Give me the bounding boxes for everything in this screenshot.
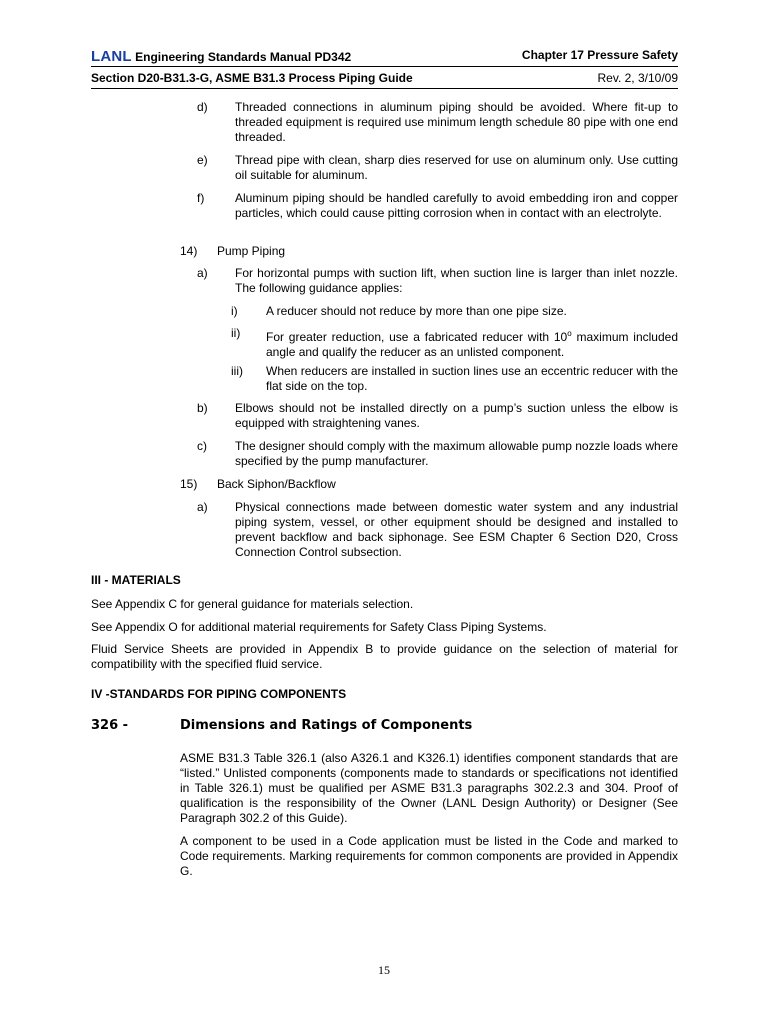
paragraph: See Appendix C for general guidance for materials selection. bbox=[91, 597, 414, 611]
list-item: Threaded connections in aluminum piping should be avoided. Where fit-up to threaded equipment is required use minimum length schedule 80 pipe with one end threaded. bbox=[235, 100, 678, 144]
list-item: Back Siphon/Backflow bbox=[217, 477, 336, 491]
page-number: 15 bbox=[378, 963, 390, 977]
list-item: For greater reduction, use a fabricated reducer with 10$^o$ maximum included angle and qualify the reducer as an unlisted component. bbox=[266, 329, 678, 359]
list-item: When reducers are installed in suction lines use an eccentric reducer with the flat side on the top. bbox=[266, 364, 678, 393]
paragraph: A component to be used in a Code application must be listed in the Code and marked to Code requirements. Marking requirements for common components are provided in Appendix G. bbox=[180, 834, 678, 878]
header-line-2 bbox=[91, 71, 678, 85]
section-title: Section D20-B31.3-G, ASME B31.3 Process Piping Guide bbox=[91, 71, 413, 85]
item-marker: 15) bbox=[180, 477, 198, 491]
lanl-logo: LANL bbox=[91, 48, 132, 65]
list-item: Physical connections made between domestic water system and any industrial piping system, vessel, or other equipment should be designed and installed to prevent backflow and back siphonage. See ESM Chapter 6 Section D20, Cross Connection Control subsection. bbox=[235, 500, 678, 559]
list-item: Thread pipe with clean, sharp dies reserved for use on aluminum only. Use cutting oil suitable for aluminum. bbox=[235, 153, 678, 182]
list-item: A reducer should not reduce by more than one pipe size. bbox=[266, 304, 567, 318]
paragraph: Fluid Service Sheets are provided in Appendix B to provide guidance on the selection of material for compatibility with the specified fluid service. bbox=[91, 642, 678, 671]
item-marker: f) bbox=[197, 191, 205, 205]
item-marker: a) bbox=[197, 500, 208, 514]
list-item: Aluminum piping should be handled carefully to avoid embedding iron and copper particles, which could cause pitting corrosion when in contact with an electrolyte. bbox=[235, 191, 678, 220]
item-marker: 14) bbox=[180, 244, 198, 258]
list-item: Pump Piping bbox=[217, 244, 286, 258]
item-marker: i) bbox=[231, 304, 238, 318]
item-marker: ii) bbox=[231, 326, 241, 340]
header-rule-1 bbox=[91, 66, 678, 67]
list-item: Elbows should not be installed directly on a pump’s suction unless the elbow is equipped with straightening vanes. bbox=[235, 401, 678, 430]
list-item: The designer should comply with the maximum allowable pump nozzle loads where specified by the pump manufacturer. bbox=[235, 439, 678, 468]
item-marker: d) bbox=[197, 100, 208, 114]
section-number: 326 - bbox=[91, 718, 129, 733]
manual-title: Engineering Standards Manual PD342 bbox=[135, 50, 352, 64]
item-marker: c) bbox=[197, 439, 207, 453]
item-marker: e) bbox=[197, 153, 208, 167]
header-rule-2 bbox=[91, 88, 678, 89]
revision: Rev. 2, 3/10/09 bbox=[597, 71, 678, 85]
header-line-1 bbox=[91, 48, 678, 65]
item-marker: a) bbox=[197, 266, 208, 280]
degree-superscript: o bbox=[567, 329, 572, 338]
paragraph: See Appendix O for additional material requirements for Safety Class Piping Systems. bbox=[91, 620, 547, 634]
chapter-title: Chapter 17 Pressure Safety bbox=[521, 48, 678, 62]
item-marker: b) bbox=[197, 401, 208, 415]
section-heading: Dimensions and Ratings of Components bbox=[180, 718, 473, 733]
paragraph: ASME B31.3 Table 326.1 (also A326.1 and K326.1) identifies component standards that are “listed.” Unlisted components (components made to standards or specifications not identified in Table 326.1) must be qualified per ASME B31.3 paragraphs 302.2.3 and 304. Proof of qualification is the responsibility of the Owner (LANL Design Authority) or Designer (See Paragraph 302.2 of this Guide). bbox=[180, 751, 678, 825]
materials-heading: III - MATERIALS bbox=[91, 573, 181, 587]
item-marker: iii) bbox=[231, 364, 243, 378]
standards-heading: IV -STANDARDS FOR PIPING COMPONENTS bbox=[91, 687, 347, 701]
list-item: For horizontal pumps with suction lift, when suction line is larger than inlet nozzle. The following guidance applies: bbox=[235, 266, 678, 295]
